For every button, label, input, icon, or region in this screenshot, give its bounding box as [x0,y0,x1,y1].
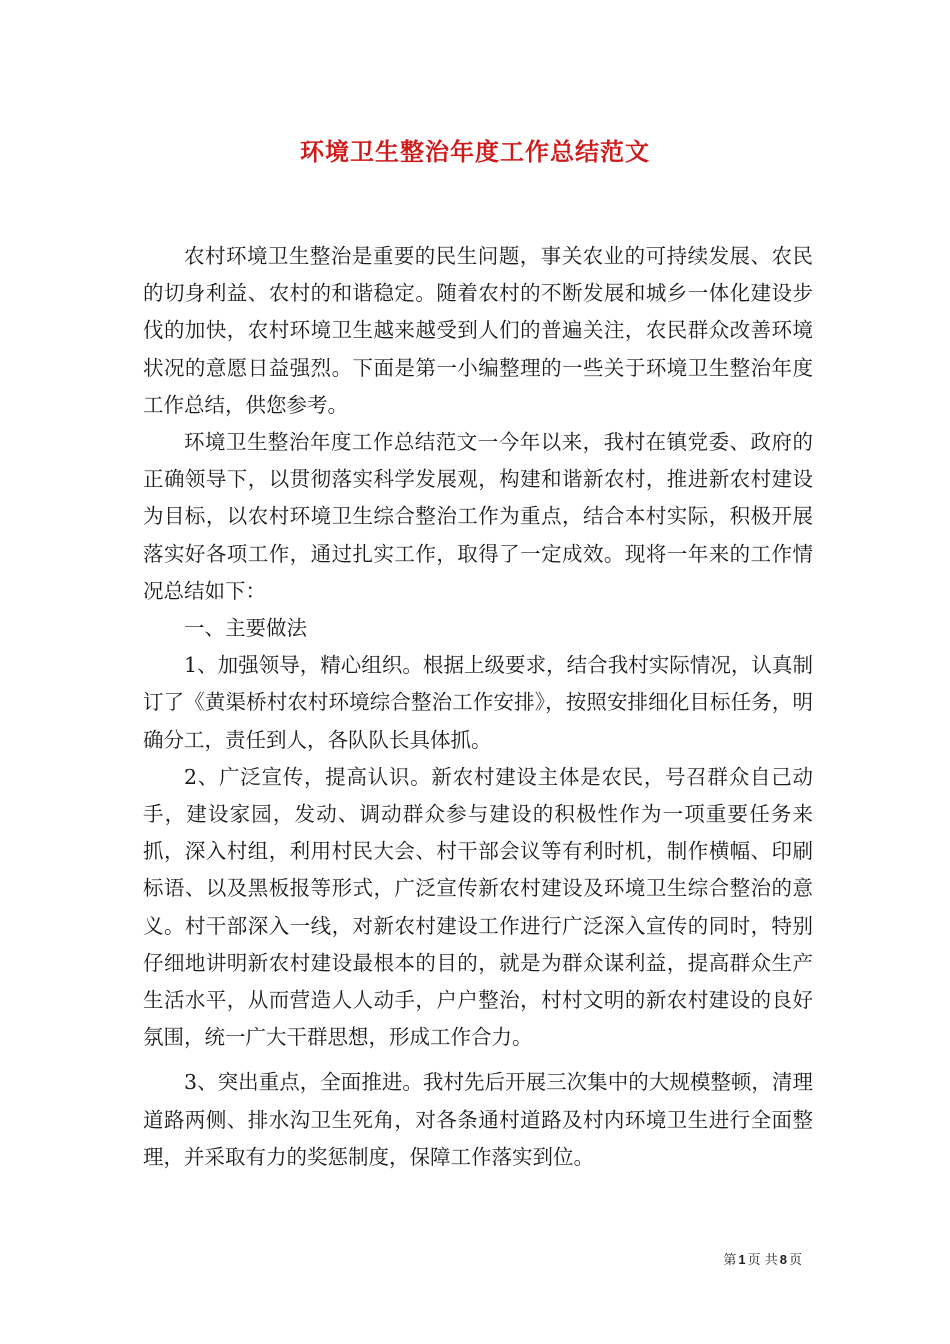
paragraph-item-1: 1、加强领导，精心组织。根据上级要求，结合我村实际情况，认真制订了《黄渠桥村农村环境综合整治工作安排》，按照安排细化目标任务，明确分工，责任到人，各队队长具体抓。 [143,653,813,752]
footer-middle: 页 共 [747,1253,778,1268]
footer-prefix: 第 [723,1253,737,1268]
footer-current-page: 1 [738,1252,746,1267]
page-number-footer [723,1249,802,1268]
document-body [143,238,813,1176]
footer-suffix: 页 [788,1253,802,1268]
paragraph-intro: 农村环境卫生整治是重要的民生问题，事关农业的可持续发展、农民的切身利益、农村的和谐稳定。随着农村的不断发展和城乡一体化建设步伐的加快，农村环境卫生越来越受到人们的普遍关注，农民群众改善环境状况的意愿日益强烈。下面是第一小编整理的一些关于环境卫生整治年度工作总结，供您参考。 [143,244,813,417]
paragraph-summary-opening: 环境卫生整治年度工作总结范文一今年以来，我村在镇党委、政府的正确领导下，以贯彻落实科学发展观，构建和谐新农村，推进新农村建设为目标，以农村环境卫生综合整治工作为重点，结合本村实际，积极开展落实好各项工作，通过扎实工作，取得了一定成效。现将一年来的工作情况总结如下： [143,430,813,603]
document-title: 环境卫生整治年度工作总结范文 [300,137,650,166]
paragraph-item-2: 2、广泛宣传，提高认识。新农村建设主体是农民，号召群众自己动手，建设家园，发动、调动群众参与建设的积极性作为一项重要任务来抓，深入村组，利用村民大会、村干部会议等有利时机，制作横幅、印刷标语、以及黑板报等形式，广泛宣传新农村建设及环境卫生综合整治的意义。村干部深入一线，对新农村建设工作进行广泛深入宣传的同时，特别仔细地讲明新农村建设最根本的目的，就是为群众谋利益，提高群众生产生活水平，从而营造人人动手，户户整治，村村文明的新农村建设的良好氛围，统一广大干群思想，形成工作合力。 [143,764,813,1050]
footer-total-pages: 8 [779,1252,787,1267]
section-heading-main-practices: 一、主要做法 [184,616,307,641]
paragraph-item-3: 3、突出重点，全面推进。我村先后开展三次集中的大规模整顿，清理道路两侧、排水沟卫生死角，对各条通村道路及村内环境卫生进行全面整理，并采取有力的奖惩制度，保障工作落实到位。 [143,1070,813,1169]
